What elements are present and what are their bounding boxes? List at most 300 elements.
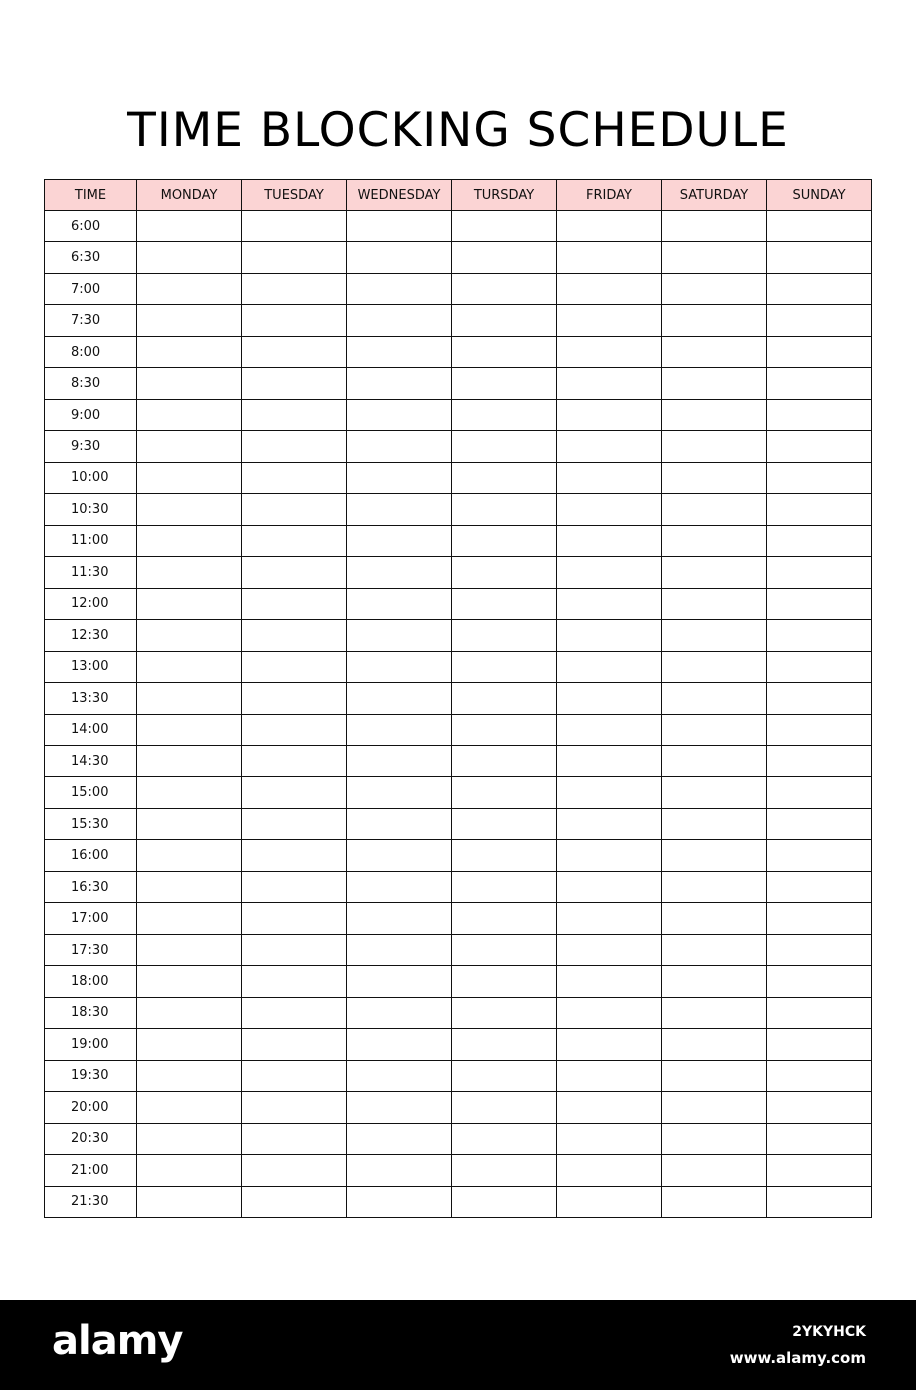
- schedule-cell-monday[interactable]: [137, 494, 242, 525]
- schedule-cell-tuesday[interactable]: [242, 588, 347, 619]
- schedule-cell-saturday[interactable]: [662, 211, 767, 242]
- time-label: 7:30: [45, 305, 137, 336]
- schedule-cell-tursday[interactable]: [452, 620, 557, 651]
- schedule-cell-monday[interactable]: [137, 588, 242, 619]
- schedule-cell-monday[interactable]: [137, 777, 242, 808]
- schedule-cell-wednesday[interactable]: [347, 211, 452, 242]
- schedule-cell-friday[interactable]: [557, 242, 662, 273]
- time-label: 11:00: [45, 525, 137, 556]
- schedule-cell-tuesday[interactable]: [242, 494, 347, 525]
- time-label: 14:00: [45, 714, 137, 745]
- schedule-cell-wednesday[interactable]: [347, 1060, 452, 1091]
- time-label: 20:30: [45, 1123, 137, 1154]
- schedule-cell-sunday[interactable]: [767, 903, 872, 934]
- schedule-cell-saturday[interactable]: [662, 1060, 767, 1091]
- time-label: 12:00: [45, 588, 137, 619]
- schedule-cell-saturday[interactable]: [662, 1155, 767, 1186]
- schedule-cell-tursday[interactable]: [452, 1123, 557, 1154]
- schedule-cell-friday[interactable]: [557, 1123, 662, 1154]
- schedule-cell-sunday[interactable]: [767, 588, 872, 619]
- time-label: 10:00: [45, 462, 137, 493]
- schedule-cell-tursday[interactable]: [452, 494, 557, 525]
- time-label: 7:00: [45, 273, 137, 304]
- schedule-cell-tursday[interactable]: [452, 399, 557, 430]
- schedule-cell-wednesday[interactable]: [347, 431, 452, 462]
- column-header-sunday: SUNDAY: [767, 180, 872, 211]
- time-label: 20:00: [45, 1092, 137, 1123]
- schedule-cell-tuesday[interactable]: [242, 1060, 347, 1091]
- schedule-cell-monday[interactable]: [137, 966, 242, 997]
- schedule-cell-monday[interactable]: [137, 1186, 242, 1217]
- schedule-cell-friday[interactable]: [557, 934, 662, 965]
- schedule-cell-friday[interactable]: [557, 651, 662, 682]
- schedule-cell-tuesday[interactable]: [242, 651, 347, 682]
- schedule-cell-tuesday[interactable]: [242, 399, 347, 430]
- schedule-cell-sunday[interactable]: [767, 273, 872, 304]
- schedule-cell-tuesday[interactable]: [242, 808, 347, 839]
- time-label: 16:00: [45, 840, 137, 871]
- schedule-cell-wednesday[interactable]: [347, 494, 452, 525]
- schedule-cell-monday[interactable]: [137, 211, 242, 242]
- table-row: [45, 683, 872, 714]
- table-row: [45, 399, 872, 430]
- schedule-cell-wednesday[interactable]: [347, 588, 452, 619]
- table-row: [45, 1155, 872, 1186]
- time-label: 18:30: [45, 997, 137, 1028]
- column-header-tuesday: TUESDAY: [242, 180, 347, 211]
- table-row: [45, 336, 872, 367]
- column-header-wednesday: WEDNESDAY: [347, 180, 452, 211]
- schedule-cell-sunday[interactable]: [767, 462, 872, 493]
- schedule-cell-tuesday[interactable]: [242, 525, 347, 556]
- schedule-cell-tursday[interactable]: [452, 840, 557, 871]
- schedule-cell-wednesday[interactable]: [347, 714, 452, 745]
- table-row: [45, 651, 872, 682]
- schedule-cell-tuesday[interactable]: [242, 1186, 347, 1217]
- schedule-cell-sunday[interactable]: [767, 840, 872, 871]
- watermark-logo: alamy: [52, 1318, 183, 1364]
- schedule-cell-friday[interactable]: [557, 399, 662, 430]
- table-row: [45, 242, 872, 273]
- schedule-cell-sunday[interactable]: [767, 494, 872, 525]
- schedule-cell-saturday[interactable]: [662, 777, 767, 808]
- schedule-cell-wednesday[interactable]: [347, 777, 452, 808]
- table-row: [45, 525, 872, 556]
- schedule-cell-friday[interactable]: [557, 1029, 662, 1060]
- schedule-cell-tuesday[interactable]: [242, 903, 347, 934]
- time-label: 17:30: [45, 934, 137, 965]
- schedule-cell-monday[interactable]: [137, 934, 242, 965]
- schedule-cell-tursday[interactable]: [452, 966, 557, 997]
- schedule-cell-tursday[interactable]: [452, 462, 557, 493]
- schedule-cell-tursday[interactable]: [452, 273, 557, 304]
- schedule-cell-saturday[interactable]: [662, 966, 767, 997]
- schedule-cell-tuesday[interactable]: [242, 714, 347, 745]
- schedule-cell-sunday[interactable]: [767, 1123, 872, 1154]
- schedule-cell-wednesday[interactable]: [347, 620, 452, 651]
- schedule-cell-sunday[interactable]: [767, 871, 872, 902]
- schedule-cell-tursday[interactable]: [452, 651, 557, 682]
- schedule-cell-friday[interactable]: [557, 745, 662, 776]
- schedule-cell-wednesday[interactable]: [347, 997, 452, 1028]
- header-row: [45, 180, 872, 211]
- schedule-cell-tursday[interactable]: [452, 997, 557, 1028]
- schedule-cell-saturday[interactable]: [662, 368, 767, 399]
- schedule-cell-tuesday[interactable]: [242, 1029, 347, 1060]
- table-row: [45, 1186, 872, 1217]
- schedule-cell-tuesday[interactable]: [242, 242, 347, 273]
- schedule-cell-wednesday[interactable]: [347, 1123, 452, 1154]
- schedule-cell-saturday[interactable]: [662, 242, 767, 273]
- schedule-cell-monday[interactable]: [137, 462, 242, 493]
- schedule-cell-friday[interactable]: [557, 1092, 662, 1123]
- schedule-cell-sunday[interactable]: [767, 305, 872, 336]
- schedule-cell-monday[interactable]: [137, 273, 242, 304]
- table-row: [45, 494, 872, 525]
- schedule-cell-tuesday[interactable]: [242, 557, 347, 588]
- schedule-cell-saturday[interactable]: [662, 683, 767, 714]
- table-row: [45, 934, 872, 965]
- time-label: 6:00: [45, 211, 137, 242]
- schedule-cell-saturday[interactable]: [662, 1186, 767, 1217]
- schedule-cell-tursday[interactable]: [452, 1186, 557, 1217]
- table-row: [45, 1029, 872, 1060]
- schedule-cell-monday[interactable]: [137, 525, 242, 556]
- time-label: 17:00: [45, 903, 137, 934]
- table-row: [45, 1123, 872, 1154]
- time-label: 11:30: [45, 557, 137, 588]
- table-row: [45, 368, 872, 399]
- table-row: [45, 431, 872, 462]
- schedule-cell-wednesday[interactable]: [347, 557, 452, 588]
- schedule-cell-saturday[interactable]: [662, 620, 767, 651]
- schedule-cell-saturday[interactable]: [662, 494, 767, 525]
- schedule-cell-saturday[interactable]: [662, 840, 767, 871]
- table-row: [45, 211, 872, 242]
- schedule-cell-sunday[interactable]: [767, 431, 872, 462]
- schedule-cell-friday[interactable]: [557, 1186, 662, 1217]
- schedule-cell-monday[interactable]: [137, 745, 242, 776]
- schedule-cell-tursday[interactable]: [452, 305, 557, 336]
- schedule-cell-tuesday[interactable]: [242, 1155, 347, 1186]
- schedule-cell-monday[interactable]: [137, 305, 242, 336]
- schedule-cell-wednesday[interactable]: [347, 336, 452, 367]
- schedule-cell-monday[interactable]: [137, 431, 242, 462]
- table-row: [45, 1092, 872, 1123]
- schedule-cell-wednesday[interactable]: [347, 1186, 452, 1217]
- table-row: [45, 777, 872, 808]
- schedule-cell-saturday[interactable]: [662, 1029, 767, 1060]
- schedule-cell-tursday[interactable]: [452, 1029, 557, 1060]
- schedule-cell-wednesday[interactable]: [347, 368, 452, 399]
- schedule-cell-tursday[interactable]: [452, 1155, 557, 1186]
- schedule-cell-tursday[interactable]: [452, 368, 557, 399]
- schedule-cell-tuesday[interactable]: [242, 966, 347, 997]
- schedule-cell-tursday[interactable]: [452, 1092, 557, 1123]
- schedule-cell-tursday[interactable]: [452, 1060, 557, 1091]
- column-header-friday: FRIDAY: [557, 180, 662, 211]
- schedule-cell-sunday[interactable]: [767, 557, 872, 588]
- schedule-cell-saturday[interactable]: [662, 431, 767, 462]
- schedule-cell-tursday[interactable]: [452, 588, 557, 619]
- schedule-cell-saturday[interactable]: [662, 588, 767, 619]
- schedule-cell-saturday[interactable]: [662, 745, 767, 776]
- time-label: 8:00: [45, 336, 137, 367]
- watermark-site: www.alamy.com: [729, 1349, 866, 1367]
- schedule-cell-saturday[interactable]: [662, 336, 767, 367]
- time-label: 13:30: [45, 683, 137, 714]
- table-row: [45, 305, 872, 336]
- schedule-cell-tursday[interactable]: [452, 242, 557, 273]
- schedule-cell-sunday[interactable]: [767, 777, 872, 808]
- schedule-cell-wednesday[interactable]: [347, 934, 452, 965]
- schedule-cell-tuesday[interactable]: [242, 431, 347, 462]
- schedule-cell-wednesday[interactable]: [347, 683, 452, 714]
- schedule-cell-monday[interactable]: [137, 871, 242, 902]
- schedule-cell-sunday[interactable]: [767, 525, 872, 556]
- schedule-cell-sunday[interactable]: [767, 1092, 872, 1123]
- time-label: 21:30: [45, 1186, 137, 1217]
- schedule-cell-sunday[interactable]: [767, 368, 872, 399]
- schedule-cell-tuesday[interactable]: [242, 871, 347, 902]
- table-row: [45, 588, 872, 619]
- time-label: 21:00: [45, 1155, 137, 1186]
- schedule-cell-friday[interactable]: [557, 525, 662, 556]
- schedule-cell-sunday[interactable]: [767, 1029, 872, 1060]
- schedule-cell-sunday[interactable]: [767, 683, 872, 714]
- time-label: 16:30: [45, 871, 137, 902]
- time-label: 6:30: [45, 242, 137, 273]
- column-header-tursday: TURSDAY: [452, 180, 557, 211]
- schedule-cell-tursday[interactable]: [452, 683, 557, 714]
- schedule-cell-tursday[interactable]: [452, 336, 557, 367]
- schedule-cell-tuesday[interactable]: [242, 273, 347, 304]
- schedule-cell-monday[interactable]: [137, 1155, 242, 1186]
- schedule-cell-tuesday[interactable]: [242, 620, 347, 651]
- schedule-cell-friday[interactable]: [557, 336, 662, 367]
- time-label: 10:30: [45, 494, 137, 525]
- time-label: 15:30: [45, 808, 137, 839]
- schedule-cell-wednesday[interactable]: [347, 1029, 452, 1060]
- schedule-cell-saturday[interactable]: [662, 273, 767, 304]
- schedule-cell-monday[interactable]: [137, 840, 242, 871]
- time-label: 15:00: [45, 777, 137, 808]
- schedule-cell-sunday[interactable]: [767, 399, 872, 430]
- schedule-cell-sunday[interactable]: [767, 714, 872, 745]
- schedule-cell-tursday[interactable]: [452, 777, 557, 808]
- schedule-cell-tursday[interactable]: [452, 745, 557, 776]
- time-label: 18:00: [45, 966, 137, 997]
- schedule-cell-wednesday[interactable]: [347, 966, 452, 997]
- schedule-cell-sunday[interactable]: [767, 966, 872, 997]
- schedule-cell-saturday[interactable]: [662, 651, 767, 682]
- schedule-cell-tursday[interactable]: [452, 808, 557, 839]
- schedule-cell-sunday[interactable]: [767, 1155, 872, 1186]
- schedule-cell-saturday[interactable]: [662, 1123, 767, 1154]
- schedule-cell-monday[interactable]: [137, 997, 242, 1028]
- schedule-cell-tuesday[interactable]: [242, 211, 347, 242]
- schedule-cell-monday[interactable]: [137, 903, 242, 934]
- schedule-cell-saturday[interactable]: [662, 997, 767, 1028]
- time-label: 13:00: [45, 651, 137, 682]
- schedule-table: [44, 179, 872, 1218]
- schedule-cell-sunday[interactable]: [767, 808, 872, 839]
- schedule-cell-wednesday[interactable]: [347, 242, 452, 273]
- schedule-cell-sunday[interactable]: [767, 1060, 872, 1091]
- schedule-cell-sunday[interactable]: [767, 242, 872, 273]
- schedule-cell-tuesday[interactable]: [242, 840, 347, 871]
- schedule-cell-monday[interactable]: [137, 651, 242, 682]
- schedule-cell-monday[interactable]: [137, 336, 242, 367]
- schedule-cell-wednesday[interactable]: [347, 1092, 452, 1123]
- schedule-cell-saturday[interactable]: [662, 903, 767, 934]
- schedule-cell-saturday[interactable]: [662, 305, 767, 336]
- table-row: [45, 903, 872, 934]
- schedule-cell-tuesday[interactable]: [242, 934, 347, 965]
- schedule-cell-friday[interactable]: [557, 966, 662, 997]
- schedule-cell-wednesday[interactable]: [347, 808, 452, 839]
- schedule-cell-friday[interactable]: [557, 840, 662, 871]
- schedule-cell-wednesday[interactable]: [347, 745, 452, 776]
- schedule-cell-sunday[interactable]: [767, 651, 872, 682]
- schedule-cell-tursday[interactable]: [452, 557, 557, 588]
- schedule-cell-sunday[interactable]: [767, 1186, 872, 1217]
- column-header-saturday: SATURDAY: [662, 180, 767, 211]
- time-label: 12:30: [45, 620, 137, 651]
- schedule-cell-tuesday[interactable]: [242, 683, 347, 714]
- schedule-cell-monday[interactable]: [137, 1123, 242, 1154]
- table-row: [45, 966, 872, 997]
- schedule-cell-sunday[interactable]: [767, 997, 872, 1028]
- schedule-cell-monday[interactable]: [137, 557, 242, 588]
- schedule-cell-friday[interactable]: [557, 368, 662, 399]
- schedule-cell-monday[interactable]: [137, 683, 242, 714]
- table-row: [45, 714, 872, 745]
- schedule-cell-wednesday[interactable]: [347, 1155, 452, 1186]
- schedule-cell-friday[interactable]: [557, 211, 662, 242]
- schedule-cell-wednesday[interactable]: [347, 903, 452, 934]
- schedule-cell-sunday[interactable]: [767, 620, 872, 651]
- schedule-cell-tursday[interactable]: [452, 903, 557, 934]
- column-header-monday: MONDAY: [137, 180, 242, 211]
- schedule-cell-wednesday[interactable]: [347, 651, 452, 682]
- table-row: [45, 808, 872, 839]
- schedule-cell-saturday[interactable]: [662, 871, 767, 902]
- schedule-cell-tuesday[interactable]: [242, 1123, 347, 1154]
- schedule-cell-saturday[interactable]: [662, 557, 767, 588]
- schedule-cell-saturday[interactable]: [662, 808, 767, 839]
- table-row: [45, 620, 872, 651]
- time-label: 14:30: [45, 745, 137, 776]
- schedule-cell-saturday[interactable]: [662, 525, 767, 556]
- column-header-time: TIME: [45, 180, 137, 211]
- schedule-cell-friday[interactable]: [557, 588, 662, 619]
- schedule-cell-friday[interactable]: [557, 431, 662, 462]
- time-label: 9:30: [45, 431, 137, 462]
- schedule-cell-saturday[interactable]: [662, 1092, 767, 1123]
- schedule-cell-monday[interactable]: [137, 368, 242, 399]
- schedule-cell-sunday[interactable]: [767, 745, 872, 776]
- time-label: 19:30: [45, 1060, 137, 1091]
- schedule-cell-tursday[interactable]: [452, 934, 557, 965]
- schedule-cell-friday[interactable]: [557, 494, 662, 525]
- schedule-cell-tuesday[interactable]: [242, 336, 347, 367]
- schedule-cell-friday[interactable]: [557, 903, 662, 934]
- schedule-cell-friday[interactable]: [557, 620, 662, 651]
- schedule-cell-saturday[interactable]: [662, 934, 767, 965]
- schedule-cell-friday[interactable]: [557, 1060, 662, 1091]
- schedule-cell-wednesday[interactable]: [347, 399, 452, 430]
- schedule-cell-tursday[interactable]: [452, 211, 557, 242]
- schedule-cell-monday[interactable]: [137, 714, 242, 745]
- schedule-cell-friday[interactable]: [557, 557, 662, 588]
- schedule-cell-sunday[interactable]: [767, 934, 872, 965]
- schedule-cell-friday[interactable]: [557, 273, 662, 304]
- schedule-cell-tuesday[interactable]: [242, 997, 347, 1028]
- schedule-cell-friday[interactable]: [557, 1155, 662, 1186]
- schedule-cell-friday[interactable]: [557, 714, 662, 745]
- schedule-cell-sunday[interactable]: [767, 211, 872, 242]
- page-title: TIME BLOCKING SCHEDULE: [127, 103, 789, 159]
- table-row: [45, 1060, 872, 1091]
- time-label: 9:00: [45, 399, 137, 430]
- schedule-cell-wednesday[interactable]: [347, 840, 452, 871]
- schedule-cell-tuesday[interactable]: [242, 305, 347, 336]
- schedule-cell-friday[interactable]: [557, 683, 662, 714]
- schedule-cell-tuesday[interactable]: [242, 368, 347, 399]
- schedule-cell-friday[interactable]: [557, 871, 662, 902]
- table-row: [45, 840, 872, 871]
- schedule-cell-saturday[interactable]: [662, 714, 767, 745]
- table-row: [45, 273, 872, 304]
- schedule-cell-tursday[interactable]: [452, 871, 557, 902]
- time-label: 8:30: [45, 368, 137, 399]
- schedule-cell-monday[interactable]: [137, 1029, 242, 1060]
- schedule-cell-tuesday[interactable]: [242, 745, 347, 776]
- schedule-cell-tursday[interactable]: [452, 431, 557, 462]
- schedule-cell-wednesday[interactable]: [347, 525, 452, 556]
- schedule-cell-tuesday[interactable]: [242, 462, 347, 493]
- schedule-cell-friday[interactable]: [557, 997, 662, 1028]
- schedule-cell-saturday[interactable]: [662, 462, 767, 493]
- schedule-cell-tursday[interactable]: [452, 525, 557, 556]
- schedule-cell-friday[interactable]: [557, 305, 662, 336]
- schedule-cell-wednesday[interactable]: [347, 462, 452, 493]
- schedule-cell-friday[interactable]: [557, 777, 662, 808]
- schedule-cell-monday[interactable]: [137, 620, 242, 651]
- table-row: [45, 871, 872, 902]
- schedule-cell-tuesday[interactable]: [242, 1092, 347, 1123]
- schedule-cell-monday[interactable]: [137, 1060, 242, 1091]
- schedule-cell-friday[interactable]: [557, 462, 662, 493]
- schedule-cell-sunday[interactable]: [767, 336, 872, 367]
- schedule-cell-monday[interactable]: [137, 1092, 242, 1123]
- schedule-body: [45, 211, 872, 1218]
- schedule-cell-monday[interactable]: [137, 808, 242, 839]
- schedule-cell-monday[interactable]: [137, 242, 242, 273]
- schedule-cell-friday[interactable]: [557, 808, 662, 839]
- table-row: [45, 997, 872, 1028]
- schedule-cell-wednesday[interactable]: [347, 273, 452, 304]
- schedule-cell-wednesday[interactable]: [347, 305, 452, 336]
- watermark-image-id: 2YKYHCK: [792, 1324, 866, 1340]
- table-row: [45, 462, 872, 493]
- schedule-cell-tursday[interactable]: [452, 714, 557, 745]
- schedule-cell-saturday[interactable]: [662, 399, 767, 430]
- schedule-cell-tuesday[interactable]: [242, 777, 347, 808]
- schedule-cell-wednesday[interactable]: [347, 871, 452, 902]
- schedule-cell-monday[interactable]: [137, 399, 242, 430]
